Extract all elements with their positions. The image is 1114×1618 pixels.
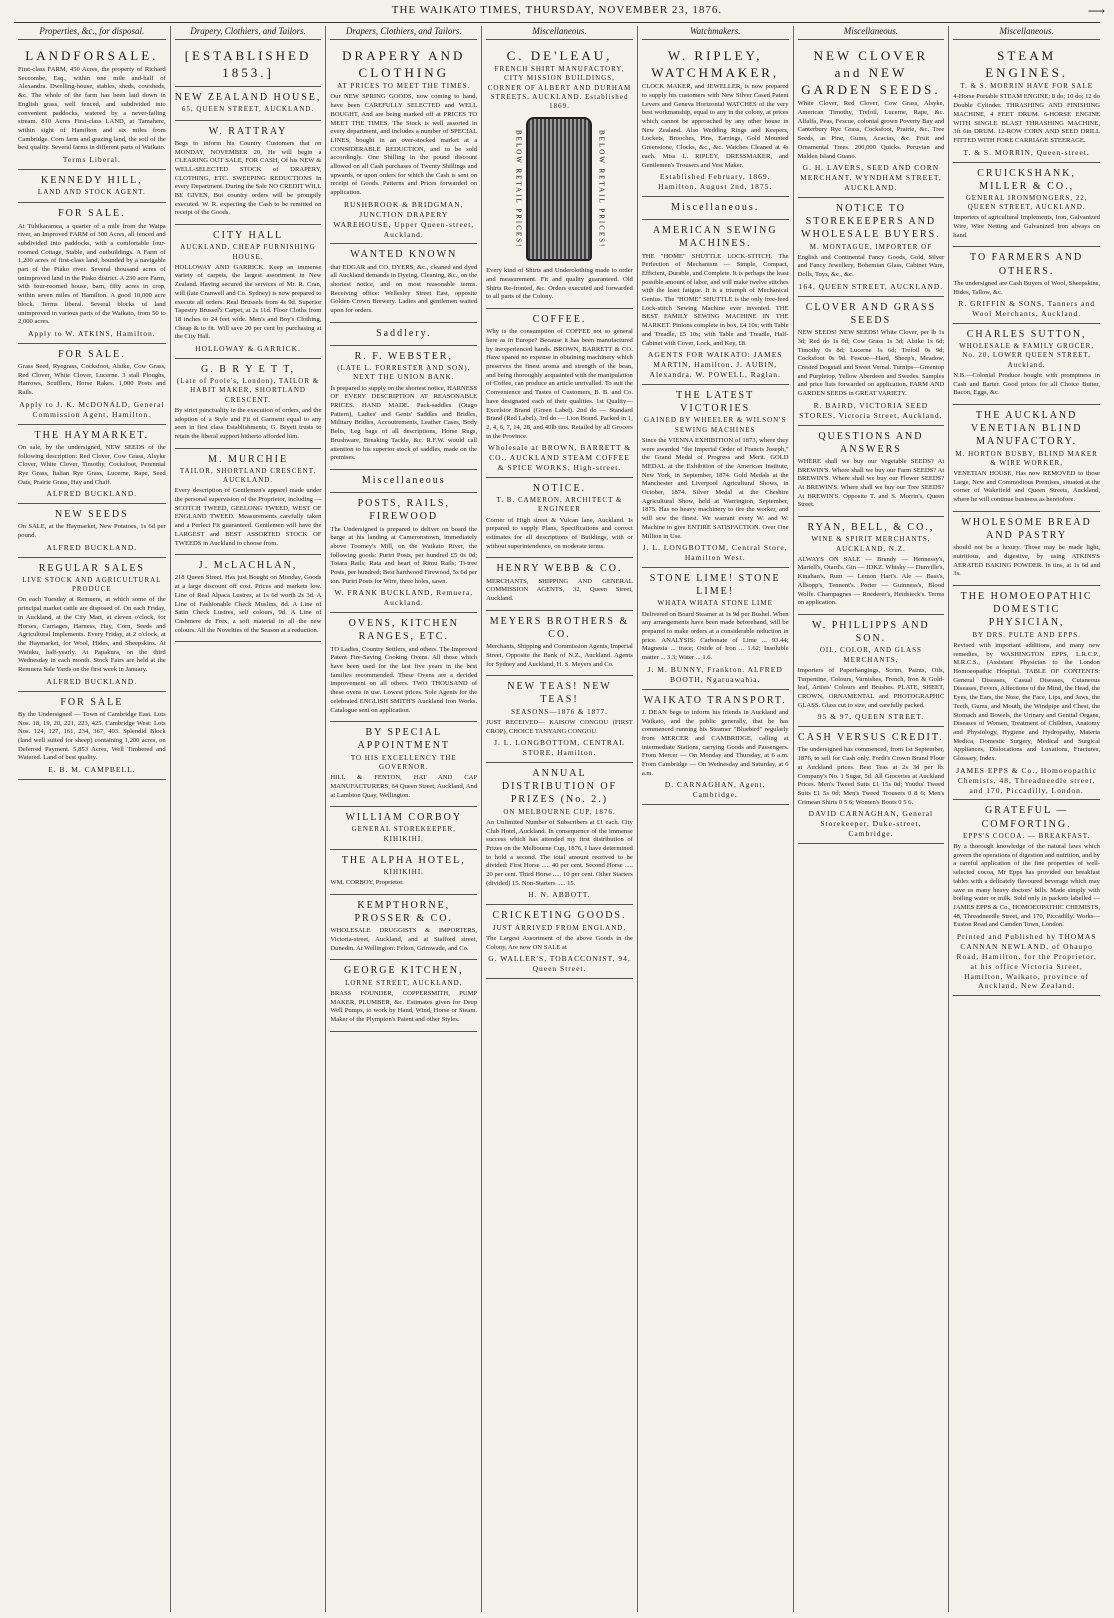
advertisement <box>953 586 1100 800</box>
advertisement-signature: G. H. LAVERS, SEED AND CORN MERCHANT, WYNDHAM STREET, AUCKLAND. <box>800 163 942 193</box>
advertisement-body: The Undersigned is prepared to deliver on board the barge at his landing at Cameronstown, immediately above Toomey's Mill, on the Waikato River, the following goods: Puriri Posts, per hundred £5 0s 0d; Totara Rails; Rata and heart of Rimu Rails; Ti-tree Posts, per hundred; Best hardwood Firewood, 5s 6d per ton. Puriri Posts for Wire, three holes, sawn. <box>330 525 478 585</box>
advertisement-title: CHARLES SUTTON, <box>966 329 1087 341</box>
column-5 <box>637 26 793 1612</box>
column-7 <box>948 26 1104 1612</box>
advertisement <box>330 895 477 960</box>
column-heading: Miscellaneous. <box>486 26 633 40</box>
advertisement-title: HENRY WEBB & CO. <box>496 563 623 575</box>
advertisement-subtitle: LIVE STOCK AND AGRICULTURAL PRODUCE <box>22 575 162 594</box>
advertisement-body: Revised with important additions, and many new remedies, by WASHINGTON EPPS, L.R.C.P., M.R.C.S., (Assistant Physician to the London Homoeopathic Hospital. TABLE OF CONTENTS: General Diseases, Casual Diseases, Cutaneous Diseases, Fevers, Affections of the Mind, the Head, the Eyes, the Ears, the Nose, the Face, Lips, and Jaws, the Teeth, Gums, and Mouth, the Windpipe and Chest, the Stomach and Bowels, the Urinary and Genital Organs, Diseases of Women, Treatment of Children, Anatomy and Physiology, Hygiene and Hydropathy, Materia Medica, Domestic Surgery, Medical and Surgical Appliances, Dislocations and Luxations, Fractures, Glossary, Index. <box>953 641 1100 763</box>
column-heading: Properties, &c., for disposal. <box>18 26 166 40</box>
advertisement-subtitle: GAINED BY WHEELER & WILSON'S SEWING MACHINES <box>644 416 787 434</box>
advertisement-title: STEAM ENGINES. <box>985 47 1069 81</box>
advertisement-title: THE HOMOEOPATHIC DOMESTIC PHYSICIAN, <box>960 591 1093 629</box>
advertisement <box>175 87 322 120</box>
advertisement <box>953 324 1100 405</box>
advertisement-body: TO Ladies, Country Settlers, and others. The Improved Patent Fire-Saving Cooking Ovens. All those which have been used for the last five years in the best families recommended. These Ovens are a decided improvement on all others. TWO THOUSAND of these ovens in use. Lowest prices. Sole Agents for the celebrated ENGLISH SMITH'S Auckland Iron Works. Catalogue sent on application. <box>330 645 478 714</box>
column-heading: Miscellaneous. <box>953 26 1100 40</box>
advertisement-title: NEW ZEALAND HOUSE, <box>174 92 322 104</box>
advertisement <box>642 43 789 197</box>
column-heading: Drapery, Clothiers, and Tailors. <box>175 26 322 40</box>
advertisement <box>953 512 1100 586</box>
column-heading: Watchmakers. <box>642 26 789 40</box>
flourish-icon: ⟶ <box>1087 4 1106 18</box>
advertisement-body: At Tuhikaramea, a quarter of a mile from the Waipa river, an Improved FARM of 300 Acres, all fenced and subdivided into paddocks, with a comfortable four-roomed Cottage, Stable, and outbuildings. A Farm of 1,200 acres of first-class land, bounded by a navigable part of the Piako river. Several thousand acres of unimproved land in the Piako district. A 230 acre Farm, with four-roomed house, barn, fifty acres in crop, within seven miles of Hamilton. A good 10,000 acre block. Terms liberal. Several blocks of land unimproved in various parts of the Waikato, from 50 to 2,000 acres. <box>18 222 166 326</box>
advertisement-subtitle: (Late of Poole's, London), TAILOR & HABIT MAKER, SHORTLAND CRESCENT. <box>176 377 320 404</box>
advertisement-body: THE "HOME" SHUTTLE LOCK-STITCH. The Perfection of Mechanism — Simple, Compact, Efficient, Durable, and Complete. It is perhaps the least possible amount of labor, and will make twelve stitches with the least fatigue. It is a triumph of Mechanical Genius. The "HOME" SHUTTLE is the only free-feed Lock-stitch Sewing Machine ever invented. THE BEST FAMILY SEWING MACHINE IN THE MARKET. Pinions complete in box, £4 10s; with Table and Treadle, £5 10s; with Table and Treadle, Half-Cabinet with Cover, Lock, and Key, £8. <box>641 252 789 347</box>
advertisement-title: THE AUCKLAND VENETIAN BLIND MANUFACTORY. <box>970 410 1083 448</box>
advertisement-title: NOTICE. <box>532 483 587 495</box>
advertisement-body: that EDGAR and CO. DYERS, &c., cleaned and dyed all Auckland demands in Dyeing, Cleaning, &c., on the shortest notice, and on most reasonable terms. Receiving office: Wellesley Street East, opposite Golden Crown Brewery. Ladies and gentlemen waited upon for orders. <box>330 263 478 315</box>
advertisement-body: 218 Queen Street. Has just Bought on Monday, Goods at a large discount off cost. Prices and markets low. Line of Real Alpaca Lustres, at 1s 6d worth 2s 3d. A Line of Fashionable Check Muslins, 8d. A Line of Satin Check Lustres, self colours, 9d. A Line of Cashmere de Foix, a soft material in all the new colours. All the Novelties of the Season at a reduction. <box>174 574 322 634</box>
advertisement-body: WM. CORBOY, Proprietor. <box>330 879 404 887</box>
advertisement-subtitle: M. MONTAGUE, IMPORTER OF <box>809 242 933 251</box>
advertisement-title: W. RIPLEY, WATCHMAKER, <box>651 47 780 81</box>
shirt-icon <box>526 117 592 261</box>
advertisement <box>642 568 789 690</box>
advertisement-signature: H. N. ABBOTT. <box>528 890 591 900</box>
advertisement-signature: R. GRIFFIN & SONS, Tanners and Wool Merchants, Auckland. <box>958 299 1095 319</box>
column-2 <box>170 26 326 1612</box>
advertisement <box>953 405 1100 512</box>
advertisement <box>798 727 945 844</box>
advertisement <box>175 449 322 556</box>
advertisement-subtitle: TO HIS EXCELLENCY THE GOVERNOR. <box>350 753 457 771</box>
advertisement-body: Delivered on Board Steamer at 1s 9d per Bushel. When any arrangements have been made beforehand, will be prepared to make orders at a considerable reduction in price. ANALYSIS: Carbonate of Lime ... 93.44; Magnesia ... trace; Oxide of Iron ... 1.62; Insoluble matter ... 3.3; Water ... 1.6. <box>641 610 789 662</box>
advertisement-body: should not be a luxury. Those may be made light, nutritious, and digestive, by using ATKINS'S AERATED BAKING POWDER. In tins, at 1s 6d and 3s. <box>953 544 1100 578</box>
advertisement-body: WHOLESALE DRUGGISTS & IMPORTERS, Victoria-street, Auckland, and at Stafford street, Dunedin. At Wellington: Felton, Grimwade, and Co. <box>330 927 478 952</box>
advertisement-body: On SALE, at the Haymarket, New Potatoes, 1s 6d per pound. <box>18 523 166 540</box>
advertisement-title: W. RATTRAY <box>208 125 288 137</box>
advertisement <box>175 121 322 226</box>
advertisement-body: First-class FARM, 450 Acres, the property of Richard Seccombe, Esq., within one mile and-half of Alexandra. Dwelling-house, stables, sheds, cowsheds, &c. The whole of the farm has been laid down in English grass, well fenced, and subdivided into convenient paddocks, watered by a never-failing stream. 810 Acres First-class LAND, at Tamahere, within sight of Hamilton and six miles from Cambridge. Corn farm and grazing land, the soil of the best quality. Several farms in different parts of Waikato. <box>18 66 166 152</box>
advertisement <box>953 43 1100 163</box>
advertisement <box>642 690 789 806</box>
advertisement-title: CRUICKSHANK, MILLER & CO., <box>977 167 1076 192</box>
advertisement-title: Miscellaneous. <box>671 202 760 213</box>
advertisement <box>175 43 322 87</box>
advertisement-subtitle: ON MELBOURNE CUP, 1876. <box>503 807 616 816</box>
advertisement-title: AMERICAN SEWING MACHINES. <box>652 225 778 250</box>
advertisement-title: GEORGE KITCHEN, <box>344 965 464 977</box>
advertisement-subtitle: OIL, COLOR, AND GLASS MERCHANTS, <box>819 646 922 664</box>
advertisement <box>486 611 633 676</box>
advertisement-body: ALWAYS ON SALE — Brandy — Hennessy's, Martell's, Otard's. Gin — JDKZ. Whisky — Dunville's, Kinahan's. Rum — Lemon Hart's. Ale — Bass's, Allsopp's, Tennent's. Porter — Guinness's, Blood Wolfe. Champagnes — Roederer's, Heidsieck's. Terms on application. <box>797 555 945 607</box>
column-heading: Miscellaneous. <box>798 26 945 40</box>
advertisement <box>175 359 322 449</box>
advertisement <box>798 43 945 198</box>
advertisement-subtitle: JUST ARRIVED FROM ENGLAND, <box>492 923 627 932</box>
advertisement-subtitle: LORNE STREET, AUCKLAND, <box>345 978 463 987</box>
advertisement <box>330 244 477 322</box>
advertisement-title: CLOVER AND GRASS SEEDS <box>805 301 937 326</box>
advertisement-title: NEW SEEDS <box>55 509 129 521</box>
advertisement-title: W. PHILLIPPS AND SON. <box>812 619 930 645</box>
advertisement-body: Grass Seed, Ryegrass, Cocksfoot, Alsike, Cow Grass, Red Clover, White Clover, Lucerne. 3 stall Ploughs, Harrows, Scufflers, Horse Rakes. 1,000 Posts and Rails. <box>18 363 166 397</box>
advertisement-title: GRATEFUL — COMFORTING. <box>981 805 1072 830</box>
advertisement-title: Saddlery. <box>376 327 432 339</box>
advertisement-subtitle: AUCKLAND. CHEAP FURNISHING HOUSE. <box>180 243 316 261</box>
advertisement-title: ANNUAL DISTRIBUTION OF PRIZES (No. 2.) <box>501 768 618 806</box>
advertisement <box>798 615 945 727</box>
advertisement-title: THE LATEST VICTORIES <box>676 389 755 415</box>
advertisement-body: CLOCK MAKER, and JEWELLER, is now prepared to supply his customers with New Silver Cased Patent Levers and Geneva Horizontal WATCHES of the very best workmanship, equal to any in the colony, at prices which cannot be approached by any other house in New Zealand. Also Wedding Rings and Keepers, Lockets, Brooches, Pins, Earrings, Gold Mounted Greenstone, Clocks, &c., &c. Watches Cleaned at 4s each. Miss L. RIPLEY, DRESSMAKER, and Gentlemen's Trousers and Vest Maker. <box>641 83 789 169</box>
advertisement-title: OVENS, KITCHEN RANGES, ETC. <box>348 618 459 643</box>
shirt-illustration <box>486 117 633 261</box>
advertisement-body: White Clover, Red Clover, Cow Grass, Alsyke, American Timothy, Trefoil, Lucerne, Rape, &c. Alfalfa, Peas, Fescue, colonial grown Poverty Bay and Canterbury Rye Grass, Cocksfoot, Prairie, &c. Tree Seeds, as Pine, Gums, Acacias, &c. Fruit and Ornamental Trees. 200,000 Quicks. Peruvian and Malden Island Guano. <box>797 100 945 160</box>
advertisement-title: WHOLESOME BREAD AND PASTRY <box>961 516 1092 542</box>
advertisement-subtitle: TAILOR, SHORTLAND CRESCENT, AUCKLAND. <box>179 466 317 485</box>
advertisement-subtitle: T. & S. MORRIN HAVE FOR SALE <box>960 82 1094 91</box>
column-6 <box>793 26 949 1612</box>
masthead-rule <box>14 22 1100 23</box>
advertisement-subtitle: M. HORTON BUSBY, BLIND MAKER & WIRE WORKER, <box>955 449 1098 467</box>
advertisement <box>18 344 166 425</box>
advertisement-title: CRICKETING GOODS. <box>492 910 627 922</box>
column-1 <box>14 26 170 1612</box>
advertisement <box>642 197 789 220</box>
advertisement-body: 4-Horse Portable STEAM ENGINE; 8 do; 10 do; 12 do Double Cylinder. THRASHING AND FINISHING MACHINE, 4 FEET DRUM. 6-HORSE ENGINE WITH SINGLE BLAST THRASHING MACHINE, 3ft 6in DRUM. 12-ROW CORN AND SEED DRILL FITTED WITH FORE CARRIAGE STEERAGE. <box>953 93 1100 144</box>
advertisement-signature: ALFRED BUCKLAND. <box>46 489 138 499</box>
advertisement-signature: Terms Liberal. <box>62 155 121 165</box>
advertisement-subtitle: GENERAL IRONMONGERS, 22, QUEEN STREET, AUCKLAND. <box>965 193 1088 212</box>
advertisement <box>798 198 945 297</box>
advertisement-signature: R. BAIRD, VICTORIA SEED STORES, Victoria Street, Auckland. <box>799 400 943 420</box>
advertisement <box>175 555 322 642</box>
advertisement-signature: T. & S. MORRIN, Queen-street. <box>963 147 1090 157</box>
advertisement <box>330 493 477 613</box>
advertisement-title: Miscellaneous <box>361 475 446 486</box>
advertisement-body: HILL & FENTON, HAT AND CAP MANUFACTURERS, 64 Queen Street, Auckland, And at Lambton Quay, Wellington. <box>330 774 478 799</box>
advertisement-body: Begs to inform his Country Customers that on MONDAY, NOVEMBER 20, He will begin a CLEARING OUT SALE, FOR CASH, Of his NEW & WELL-SELECTED STOCK of DRAPERY, CLOTHING, ETC. SWEEPING REDUCTIONS In every Department. During the Sale NO CREDIT WILL BE GIVEN, But country orders will be promptly executed. W. R. expecting the Cash to be remitted on receipt of the Goods. <box>174 139 322 217</box>
advertisement-subtitle: FRENCH SHIRT MANUFACTORY, CITY MISSION BUILDINGS, CORNER OF ALBERT AND DURHAM STREETS, AUCKLAND. Established 1869. <box>487 65 632 110</box>
masthead <box>0 4 1114 22</box>
advertisement-body: NEW SEEDS! NEW SEEDS! White Clover, per lb 1s 3d; Red do 1s 0d; Cow Grass 1s 3d; Alsike 1s 6d; Timothy 0s 8d; Lucerne 1s 6d; Trefoil 0s 9d; Cocksfoot 0s 9d. Fescue—Hard, Sheep's, Meadow, Crested Dogstail and Sweet Vernal. Turnips—Greentop and Purpletop, Yellow Aberdeen and Swedes. Samples and price lists forwarded on application. FARM AND GARDEN SEEDS in GREAT VARIETY. <box>797 329 945 398</box>
advertisement <box>18 170 166 203</box>
advertisement-body: The undersigned has commenced, from 1st September, 1876, to sell for Cash only. Forth's Crown Brand Flour at Auckland prices. Best Teas at 2s 3d per lb. Company's No. 1 Sugar, 5d. All Groceries at Auckland Prices. Men's Tweed Suits £1 15s 0d; Youths' Tweed Suits £1 5s 0d; Men's Tweed Trousers 0 8 6; Men's Crimean Shirts 0 5 6; Women's Boots 0 5 6. <box>797 746 945 806</box>
advertisement-title: NEW TEAS! NEW TEAS! <box>507 681 612 706</box>
advertisement-body: JUST RECEIVED— KAISOW CONGOU (FIRST CROP), CHOICE TANYANG CONGOU. <box>486 718 633 735</box>
advertisement-body: Merchants, Shipping and Commission Agents, Imperial Street, Opposite the Bank of N.Z., Auckland. Agents for Sydney and Auckland, H. S. Meyers and Co. <box>486 643 633 668</box>
advertisement-body: Is prepared to supply on the shortest notice, HARNESS OF EVERY DESCRIPTION AT REASONABLE PRICES. HAND MADE. Pack-saddles (Otago Pattern), Ladies' and Gents' Saddles and Bridles, Military Bridles, Accoutrements, Leather Cases, Body Belts, Leg bags of all descriptions, Horse Rugs, Brushware, Breaking Tackle, &c. R.F.W. would call attention to his superior stock of saddles, made on the premises. <box>330 384 478 462</box>
advertisement <box>953 163 1100 248</box>
advertisement <box>18 504 166 557</box>
advertisement-title: FOR SALE <box>60 696 124 708</box>
advertisement-subtitle: WINE & SPIRIT MERCHANTS, AUCKLAND, N.Z. <box>811 535 931 553</box>
advertisement-signature: Apply to W. ATKINS, Hamilton. <box>28 329 156 338</box>
column-heading: Drapers, Clothiers, and Tailors. <box>330 26 477 40</box>
advertisement-signature: 95 & 97, QUEEN STREET. <box>817 712 925 722</box>
advertisement-subtitle: LAND AND STOCK AGENT. <box>37 188 146 197</box>
advertisement-title: J. McLACHLAN, <box>198 560 298 572</box>
advertisement-signature: 164, QUEEN STREET, AUCKLAND. <box>798 281 944 291</box>
advertisement-signature: ALFRED BUCKLAND. <box>46 542 138 552</box>
advertisement-title: WAIKATO TRANSPORT. <box>643 694 787 706</box>
advertisement <box>18 203 166 344</box>
advertisement-body: Corner of High street & Vulcan lane, Auckland. Is prepared to supply Plans, Specifications and correct estimates for all descriptions of Buildings, with or without superintendence, on moderate terms. <box>486 516 633 550</box>
advertisement <box>486 763 633 905</box>
advertisement <box>330 43 477 245</box>
advertisement-title: NEW CLOVER and NEW GARDEN SEEDS. <box>801 47 941 98</box>
advertisement-subtitle: WHATA WHATA STONE LIME <box>657 599 773 608</box>
advertisement <box>18 692 166 780</box>
advertisement-title: WANTED KNOWN <box>350 249 458 261</box>
advertisement <box>486 558 633 610</box>
advertisement-title: BY SPECIAL APPOINTMENT <box>357 727 451 752</box>
advertisement-body: MERCHANTS, SHIPPING AND GENERAL COMMISSION AGENTS, 32, Queen Street, Auckland. <box>486 577 633 603</box>
advertisement <box>953 247 1100 324</box>
advertisement-body: Every kind of Shirts and Underclothing made to order and measurement. Fit and quality guaranteed. Old Shirts Re-fronted, &c. Orders executed and forwarded to all parts of the Colony. <box>486 267 633 301</box>
advertisement-signature: D. CARNAGHAN, Agent, Cambridge. <box>664 780 766 800</box>
advertisement <box>798 297 945 426</box>
advertisement-title: THE ALPHA HOTEL, <box>341 854 466 866</box>
advertisement-title: LANDFORSALE. <box>25 47 159 63</box>
advertisement-body: J. DEAN begs to inform his friends in Auckland and Waikato, and the public generally, that he has commenced running his Steamer "Bluebird" regularly from MERCER and CAMBRIDGE, calling at intermediate Stations, carrying Goods and Passengers. From Mercer — On Monday and Thursday, at 6 a.m. From Cambridge — On Wednesday and Saturday, at 6 a.m. <box>641 708 789 777</box>
advertisement-body: Our NEW SPRING GOODS, now coming to hand, have been CAREFULLY SELECTED and WELL BOUGHT, And are being marked off at PRICES TO MEET THE TIMES. The Stock is well assorted in every department, and includes a number of SPECIAL LINES, bought in an over-stocked market at a CONSIDERABLE REDUCTION, and to be sold accordingly. One Shilling in the pound discount allowed on all Cash purchases of Twenty Shillings and upwards, or upon orders for which the Cash is sent on receipt of Goods. Patterns and Prices forwarded on application. <box>330 93 478 197</box>
advertisement-subtitle: BY DRS. PULTE AND EPPS. <box>972 630 1081 639</box>
advertisement <box>330 323 477 346</box>
advertisement <box>953 800 1100 996</box>
advertisement-title: [ESTABLISHED 1853.] <box>184 47 312 81</box>
advertisement-subtitle: T. B. CAMERON, ARCHITECT & ENGINEER <box>496 496 623 514</box>
shirt-side-label: BELOW RETAIL PRICES! <box>597 130 606 249</box>
advertisement <box>18 558 166 692</box>
advertisement-title: QUESTIONS AND ANSWERS <box>818 430 924 455</box>
advertisement-subtitle: (LATE L. FORRESTER AND SON), NEXT THE UNION BANK. <box>337 364 471 382</box>
advertisement <box>486 905 633 979</box>
advertisement-body: Importers of agricultural Implements, Iron, Galvanized Wire, Wire Netting and Galvanized Iron always on hand. <box>953 214 1100 239</box>
advertisement-title: COFFEE. <box>532 314 587 326</box>
advertisement-body: Why is the consumption of COFFEE not so general here as in Europe? Because it has been manufactured by inexperienced hands. BROWN, BARRETT & CO. Have spared no expense in obtaining machinery which preserves the finest aroma and strength of the bean, and being thoroughly acquainted with the manipulation of Coffee, can produce an article unrivalled. To suit the Convenience and Tastes of Customers, B. B. and Co. have designated each of their qualities. 1st Quality—Excelsior Brand (Green Label). 2nd do — Standard Brand (Red Label). 3rd do — Lion Brand. Packed in 1, 2, 4, 6, 7, 14, 28, and 40lb tins. Retailed by all Grocers in the Province. <box>486 328 633 440</box>
advertisement <box>330 722 477 807</box>
advertisement-title: CASH VERSUS CREDIT. <box>798 732 944 744</box>
advertisement-signature: Wholesale at BROWN, BARRETT & CO., AUCKLAND STEAM COFFEE & SPICE WORKS, High-street. <box>487 443 632 473</box>
advertisement-body: The Largest Assortment of the above Goods in the Colony, Are now ON SALE at <box>486 934 633 951</box>
advertisement-title: REGULAR SALES <box>38 562 145 574</box>
advertisement-body: N.B.—Colonial Produce bought with promptness in Cash and Barter. Good prices for all Choice Butter, Bacon, Eggs, &c. <box>953 371 1100 397</box>
advertisement-title: FOR SALE. <box>58 348 126 360</box>
column-area <box>14 26 1104 1612</box>
advertisement <box>486 43 633 309</box>
advertisement-title: CITY HALL <box>212 230 284 242</box>
advertisement <box>330 346 477 470</box>
advertisement-signature: ALFRED BUCKLAND. <box>46 676 138 686</box>
advertisement-title: THE HAYMARKET. <box>34 429 150 441</box>
advertisement <box>486 676 633 763</box>
advertisement <box>798 426 945 518</box>
advertisement-body: The undersigned are Cash Buyers of Wool, Sheepskins, Hides, Tallow, &c. <box>953 279 1100 296</box>
advertisement-body: Since the VIENNA EXHIBITION of 1873, where they were awarded "the Imperial Order of Francis Joseph," the Grand Medal of Progress and Merit. GOLD MEDAL at the Exhibition of the American Institute, New York, in September, 1874. Gold Medals at the Manchester and Liverpool Agricultural Shows, in October, 1874. Silver Medal at the Cheshire Agricultural Show, held at Warrington, September, 1875. Has no heavy machinery to tire the worker, and will sew the finest. We warrant every W. and W. Machine to give ENTIRE SATISFACTION. Over One Million in Use. <box>641 436 789 540</box>
advertisement-title: DRAPERY AND CLOTHING <box>342 47 466 81</box>
advertisement-title: TO FARMERS AND OTHERS. <box>970 252 1084 277</box>
advertisement <box>18 43 166 170</box>
advertisement-subtitle: AT PRICES TO MEET THE TIMES. <box>337 82 471 91</box>
advertisement-title: STONE LIME! STONE LIME! <box>649 573 781 598</box>
advertisement <box>642 385 789 568</box>
advertisement-body: Importers of Paperhangings, Scrim, Paints, Oils, Turpentine, Colours, Varnishes, French, Iron & Gold-leaf, Artists' Colours and Brushes. PLATE, SHEET, CROWN, ORNAMENTAL and PHOTOGRAPHIC GLASS. Glass cut to size, and carefully packed. <box>797 666 945 709</box>
advertisement <box>642 220 789 385</box>
shirt-side-label: BELOW RETAIL PRICES! <box>514 130 523 249</box>
advertisement-signature: G. WALLER'S, TOBACCONIST, 94, Queen Street. <box>488 954 631 974</box>
advertisement-signature: Printed and Published by THOMAS CANNAN NEWLAND, of Ohaupo Road, Hamilton, for the Proprietor, at his office Victoria Street, Hamilton, Waikato, province of Auckland, New Zealand. <box>956 932 1097 991</box>
advertisement <box>175 225 322 359</box>
advertisement <box>330 613 477 722</box>
advertisement-title: NOTICE TO STOREKEEPERS AND WHOLESALE BUYERS. <box>801 202 941 241</box>
advertisement-title: G. B R Y E T T, <box>201 364 296 375</box>
advertisement <box>330 850 477 895</box>
advertisement-signature: JAMES EPPS & Co., Homoeopathic Chemists, 48, Threadneedle street, and 170, Piccadilly, London. <box>956 765 1098 795</box>
advertisement-title: KEMPTHORNE, PROSSER & CO. <box>354 900 454 925</box>
advertisement-body: On each Tuesday at Remuera, at which some of the principal market cattle are disposed of. On each Friday, in Auckland, at the City Mart, at eleven o'clock, for Horses, Carriages, Harness, Hay, Corn, Seeds and Agricultural Implements. Every Friday, at 2 o'clock, at the Haymarket, for Wool, Hides, and Sheepskins. At Waiuku, half-yearly. At Papakura, on the third Wednesday in each month. Stock Fairs are held at the Remuera Sale Yards on the first week in January. <box>18 596 166 674</box>
advertisement-body: Every description of Gentlemen's apparel made under the personal supervision of the Proprietor, including — SCOTCH TWEED, GEELONG TWEED, WEST OF ENGLAND TWEED. Measurements carefully taken and a Perfect Fit guaranteed. Gentlemen will have the LARGEST and BEST ASSORTED STOCK OF TWEEDS in Auckland to choose from. <box>174 487 322 547</box>
advertisement-body: An Unlimited Number of Subscribers at £1 each. City Club Hotel, Auckland. In consequence of the immense success which has attended my first distribution of Prizes on the Melbourne Cup, 1876, I have determined to hold a second. The total amount received to be divided: First Horse ..... 40 per cent. Second Horse ..... 20 per cent. Third Horse ..... 10 per cent. Other Starters (divided) 15. Non-Starters ..... 15. <box>486 818 633 887</box>
advertisement-signature: J. M. BUNNY, Frankton. ALFRED BOOTH, Ngaruawahia. <box>647 664 783 684</box>
advertisement <box>330 470 477 493</box>
advertisement-subtitle: SEASONS—1876 & 1877. <box>511 707 608 716</box>
advertisement-signature: HOLLOWAY & GARRICK. <box>195 344 301 354</box>
advertisement-signature: Established February, 1869. Hamilton, August 2nd, 1875. <box>658 172 773 192</box>
advertisement-subtitle: GENERAL STOREKEEPER, KIHIKIHI. <box>351 825 456 843</box>
masthead-title: THE WAIKATO TIMES, THURSDAY, NOVEMBER 23, 1876. <box>391 4 723 16</box>
advertisement-subtitle: WHOLESALE & FAMILY GROCER, No. 20, LOWER QUEEN STREET, Auckland. <box>959 342 1095 369</box>
advertisement-title: RYAN, BELL, & CO., <box>807 522 935 534</box>
advertisement-title: WILLIAM CORBOY <box>345 812 463 824</box>
advertisement-body: English and Continental Fancy Goods, Gold, Silver and Fancy Jewellery, Bohemian Glass, Cabinet Ware, Dolls, Toys, &c., &c. <box>797 253 945 279</box>
advertisement-title: POSTS, RAILS, FIREWOOD <box>357 498 450 523</box>
advertisement-signature: J. L. LONGBOTTOM, CENTRAL STORE, Hamilton. <box>494 738 625 758</box>
advertisement-signature: W. FRANK BUCKLAND, Remuera, Auckland. <box>334 588 474 608</box>
advertisement-body: By the Undersigned — Town of Cambridge East. Lots Nos. 18, 19, 20, 221, 223, 425. Cambridge West: Lots Nos. 124, 127, 161, 234, 367, 403. Splendid Block (land well suited for sheep) containing 1,200 acres, on Deferred Payment. 5,853 Acres, Well Timbered and Watered. Land of best quality. <box>18 710 166 762</box>
advertisement-title: MEYERS BROTHERS & CO. <box>489 615 630 640</box>
column-4 <box>481 26 637 1612</box>
advertisement-body: BRASS FOUNDER, COPPERSMITH, PUMP MAKER, PLUMBER, &c. Estimates given for Deep Well Pumps, to work by Hand, Wind, Horse or Steam. Maker of the Plympton's Patent and other Styles. <box>330 989 478 1024</box>
advertisement-signature: E. B. M. CAMPBELL. <box>48 765 136 775</box>
advertisement <box>330 807 477 850</box>
advertisement-signature: Apply to J. K. McDONALD, General Commission Agent, Hamilton. <box>19 399 165 419</box>
advertisement-body: By strict punctuality in the execution of orders, and the adoption of a Style and Fit of Garment equal to any seen in first class Establishments, G. Bryett trusts to retain the liberal support hitherto afforded him. <box>174 406 322 440</box>
advertisement-title: R. F. WEBSTER, <box>354 351 453 363</box>
advertisement-body: By a thorough knowledge of the natural laws which govern the operations of digestion and nutrition, and by a careful application of the fine properties of well-selected cocoa, Mr Epps has provided our breakfast tables with a delicately flavoured beverage which may save us many heavy doctors' bills. Made simply with boiling water or milk. Sold only in packets labelled — JAMES EPPS & Co., HOMOEOPATHIC CHEMISTS, 48, Threadneedle Street, and 170, Piccadilly. Works—Euston Road and Camden Town, London. <box>953 843 1100 929</box>
advertisement-subtitle: KIHIKIHI. <box>383 868 424 877</box>
advertisement <box>486 309 633 478</box>
advertisement-body: WHERE shall we buy our Vegetable SEEDS? At BREWIN'S. Where shall we buy our Farm SEEDS? At BREWIN'S. Where shall we buy our Flower SEEDS? At BREWIN'S. Where shall we buy our Tree SEEDS? At BREWIN'S. Opposite T. and S. Morrin's, Queen Street. <box>797 457 945 509</box>
advertisement-body: On sale, by the undersigned, NEW SEEDS of the following description: Red Clover, Cow Grass, Alsyke Clover, White Clover, Timothy, Cocksfoot, Perennial Rye Grass, Italian Rye Grass, Lucerne, Rape, Seed Oats, Prairie Grass, Hay and Chaff. <box>18 443 166 486</box>
advertisement <box>798 517 945 615</box>
advertisement-subtitle: EPPS'S COCOA. — BREAKFAST. <box>963 831 1091 840</box>
advertisement-title: KENNEDY HILL, <box>40 174 143 186</box>
advertisement <box>486 478 633 558</box>
advertisement-body: HOLLOWAY AND GARRICK. Keep an immense variety of carpets, the largest assortment in New Zealand. Having secured the services of Mr. R. Cran, will (late Cranwell and Co. Sydney) is now prepared to execute all orders. Real Brussels from 4s 9d. Superior Tapestry Brussel's Carpet, at 2s 11d. Floor Cloths from 18 inches to 24 feet wide. Men's and Boy's Clothing, Cheap & to fit. Will save 20 per cent by purchasing at the City Hall. <box>174 263 322 341</box>
advertisement-subtitle: 65, QUEEN STREET, AUCKLAND. <box>181 105 315 114</box>
advertisement <box>330 960 477 1031</box>
advertisement-signature: DAVID CARNAGHAN, General Storekeeper, Duke-street, Cambridge. <box>808 809 934 839</box>
advertisement-title: FOR SALE. <box>58 208 126 220</box>
advertisement-title: C. DE'LEAU, <box>506 47 613 63</box>
column-3 <box>325 26 481 1612</box>
advertisement <box>18 425 166 505</box>
advertisement-signature: J. L. LONGBOTTOM, Central Store, Hamilton West. <box>642 543 788 563</box>
advertisement-body: VENETIAN HOUSE, Has now REMOVED to those Large, New and Commodious Premises, situated at the corner of Wakefield and Queen Streets, Auckland, where he will continue business as heretofore. <box>953 470 1100 504</box>
advertisement-title: M. MURCHIE <box>208 453 289 465</box>
advertisement-signature: RUSHBROOK & BRIDGMAN, JUNCTION DRAPERY WAREHOUSE, Upper Queen-street, Auckland. <box>333 199 475 239</box>
advertisement-signature: AGENTS FOR WAIKATO: JAMES MARTIN, Hamilton. J. AUBIN, Alexandra. W. POWELL, Raglan. <box>647 350 783 380</box>
